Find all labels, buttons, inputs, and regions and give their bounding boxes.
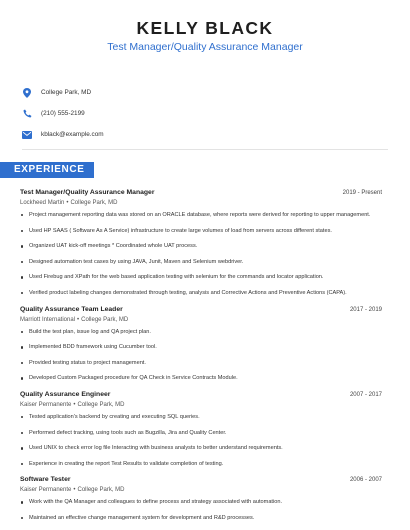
job-title: Software Tester bbox=[20, 476, 71, 484]
contact-email-text[interactable]: kblack@example.com bbox=[41, 131, 104, 138]
job-meta: Lockheed Martin • College Park, MD bbox=[20, 200, 118, 206]
list-item: Maintained an effective change management system for development and R&D processes. bbox=[20, 514, 382, 522]
contact-email[interactable] bbox=[22, 124, 388, 145]
job-title: Quality Assurance Team Leader bbox=[20, 305, 123, 313]
list-item: Project management reporting data was stored on an ORACLE database, where reports were derived for reporting to upper management. bbox=[20, 211, 382, 219]
list-item: Performed defect tracking, using tools such as Bugzilla, Jira and Quality Center. bbox=[20, 429, 382, 437]
candidate-name: KELLY BLACK bbox=[136, 18, 274, 38]
job-meta: Kaiser Permanente • College Park, MD bbox=[20, 487, 125, 494]
job-meta: Marriott International • College Park, MD bbox=[20, 316, 129, 323]
experience-list bbox=[20, 188, 382, 530]
contact-location bbox=[22, 82, 388, 103]
contact-phone bbox=[22, 103, 388, 124]
job-bullets bbox=[20, 328, 382, 383]
list-item: Work with the QA Manager and colleagues to define process and strategy associated with automation. bbox=[20, 498, 382, 506]
contact-block bbox=[22, 82, 388, 145]
list-item: Used HP SAAS ( Software As A Service) infrastructure to create large volumes of load from servers across different states. bbox=[20, 227, 382, 235]
list-item: Experience in creating the report Test Results to validate completion of testing. bbox=[20, 460, 382, 468]
job-entry bbox=[20, 390, 382, 468]
job-location: College Park, MD bbox=[81, 316, 129, 323]
experience-section-title: EXPERIENCE bbox=[14, 164, 85, 175]
job-entry bbox=[20, 188, 382, 297]
job-dates: 2007 - 2017 bbox=[349, 391, 382, 398]
phone-icon bbox=[22, 109, 32, 119]
job-location: College Park, MD bbox=[77, 401, 125, 408]
job-dates: 2019 - Present bbox=[342, 190, 382, 196]
job-title: Quality Assurance Engineer bbox=[20, 390, 111, 398]
contact-divider bbox=[22, 149, 388, 150]
job-company: Kaiser Permanente bbox=[20, 487, 72, 494]
job-company: Marriott International bbox=[20, 316, 76, 323]
list-item: Provided testing status to project management. bbox=[20, 359, 382, 367]
job-bullets bbox=[20, 211, 382, 297]
list-item: Build the test plan, issue log and QA project plan. bbox=[20, 328, 382, 336]
job-meta: Kaiser Permanente • College Park, MD bbox=[20, 401, 125, 408]
job-company: Kaiser Permanente bbox=[20, 401, 72, 408]
job-entry bbox=[20, 475, 382, 522]
job-location: College Park, MD bbox=[77, 487, 125, 494]
list-item: Designed automation test cases by using JAVA, Junit, Maven and Selenium webdriver. bbox=[20, 258, 382, 266]
list-item: Tested application's backend by creating and executing SQL queries. bbox=[20, 413, 382, 421]
contact-location-text: College Park, MD bbox=[41, 89, 92, 96]
job-dates: 2006 - 2007 bbox=[349, 477, 382, 484]
list-item: Developed Custom Packaged procedure for QA Check in Service Contracts Module. bbox=[20, 374, 382, 382]
job-title: Test Manager/Quality Assurance Manager bbox=[20, 189, 155, 196]
job-bullets bbox=[20, 413, 382, 468]
location-pin-icon bbox=[22, 88, 32, 98]
job-entry bbox=[20, 305, 382, 383]
job-location: College Park, MD bbox=[70, 200, 118, 206]
job-dates: 2017 - 2019 bbox=[349, 306, 382, 313]
list-item: Verified product labeling changes demonstrated through testing, analysis and Corrective Actions and Preventive Actions (CAPA). bbox=[20, 289, 382, 297]
job-bullets bbox=[20, 498, 382, 522]
job-company: Lockheed Martin bbox=[20, 200, 65, 206]
contact-phone-text: (210) 555-2199 bbox=[41, 110, 85, 117]
list-item: Implemented BDD framework using Cucumber tool. bbox=[20, 343, 382, 351]
email-icon bbox=[22, 130, 32, 140]
list-item: Used UNIX to check error log file Interacting with business analysts to better understand requirements. bbox=[20, 444, 382, 452]
resume-header bbox=[0, 0, 410, 54]
list-item: Organized UAT kick-off meetings * Coordinated whole UAT process. bbox=[20, 242, 382, 250]
candidate-role: Test Manager/Quality Assurance Manager bbox=[107, 41, 303, 53]
list-item: Used Firebug and XPath for the web based application testing with selenium for the commands and locator application. bbox=[20, 273, 382, 281]
